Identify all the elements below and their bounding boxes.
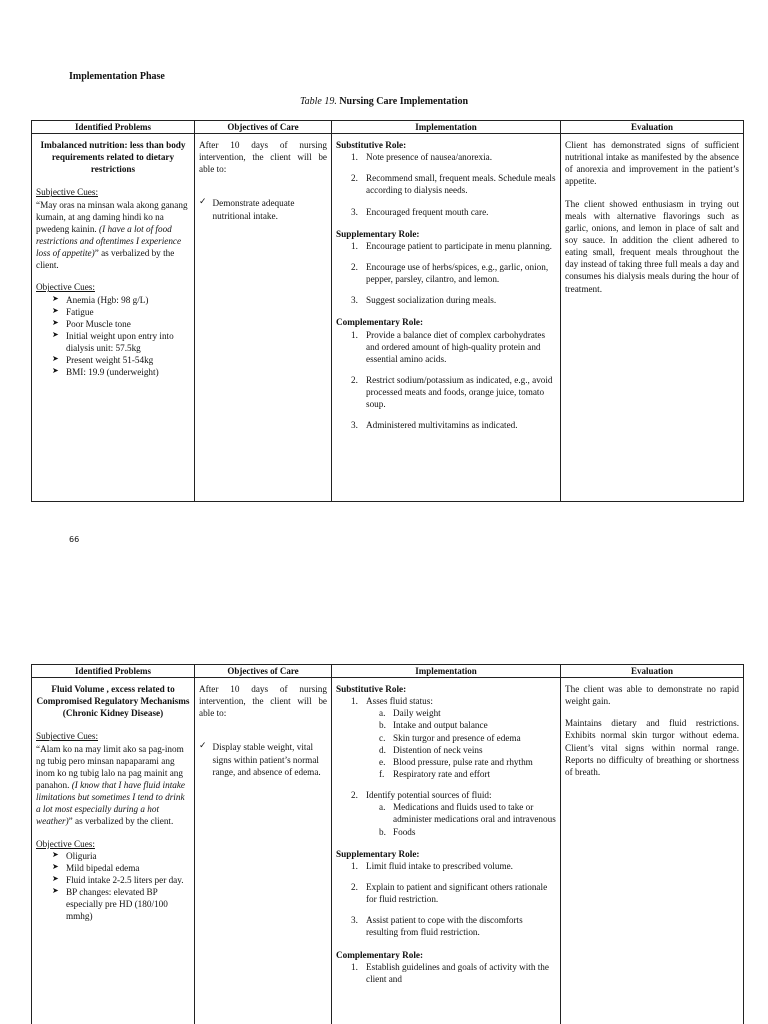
problem-title: Fluid Volume , excess related to Compromised Regulatory Mechanisms (Chronic Kidney Disease)	[36, 684, 190, 719]
intervention-item	[351, 240, 556, 252]
sub-intervention-item	[379, 744, 556, 756]
intervention-number: 3.	[351, 915, 358, 926]
table-header-row	[32, 121, 744, 134]
intervention-text: Administered multivitamins as indicated.	[366, 420, 518, 431]
objective-item	[199, 197, 327, 221]
objective-cue-item: ➤ BMI: 19.9 (underweight)	[52, 366, 190, 378]
header-implementation: Implementation	[332, 665, 561, 678]
sub-intervention-item	[379, 707, 556, 719]
subjective-translation: (I know that I have fluid intake limitations but sometimes I tend to drink a lot most especially during a hot weather)	[36, 779, 186, 827]
objective-intro: After 10 days of nursing intervention, the client will be able to:	[199, 140, 327, 175]
subjective-quote-text: “May oras na minsan wala akong ganang kumain, at ang daming hindi ko na pwedeng kainin.	[36, 199, 188, 234]
intervention-item	[351, 261, 556, 285]
sub-intervention-letter: c.	[379, 732, 386, 743]
care-plan-table-nutrition	[31, 120, 744, 502]
implementation-cell	[332, 678, 561, 1024]
checkmark-icon: ✓	[199, 741, 207, 752]
intervention-number: 2.	[351, 881, 358, 892]
sub-intervention-item	[379, 826, 556, 838]
objective-cue-item: ➤ Anemia (Hgb: 98 g/L)	[52, 294, 190, 306]
objective-cue-item: ➤ Oliguria	[52, 850, 190, 862]
intervention-list	[336, 329, 556, 432]
objective-cue-item: ➤ Initial weight upon entry into dialysis unit: 57.5kg	[52, 330, 190, 354]
objective-text: Demonstrate adequate nutritional intake.	[212, 198, 295, 221]
evaluation-cell	[561, 678, 744, 1024]
sub-intervention-list	[366, 707, 556, 780]
role-label: Substitutive Role:	[336, 684, 407, 694]
sub-intervention-item	[379, 768, 556, 780]
evaluation-cell	[561, 134, 744, 502]
intervention-number: 1.	[351, 961, 358, 972]
intervention-text: Asses fluid status:	[366, 696, 433, 707]
objective-text: Display stable weight, vital signs within patient’s normal range, and absence of edema.	[212, 742, 321, 777]
evaluation-paragraph: Client has demonstrated signs of sufficient nutritional intake as manifested by the absence of anorexia and improvement in the patient’s appetite.	[565, 140, 739, 187]
intervention-text: Identify potential sources of fluid:	[366, 790, 492, 801]
intervention-item	[351, 151, 556, 163]
subjective-suffix: ” as verbalized by the client.	[36, 248, 175, 271]
intervention-text: Assist patient to cope with the discomforts resulting from fluid restriction.	[366, 915, 523, 938]
subjective-translation: (I have a lot of food restrictions and oftentimes I experience loss of appetite)	[36, 223, 182, 259]
intervention-number: 2.	[351, 374, 358, 385]
objective-item	[199, 741, 327, 777]
sub-intervention-letter: b.	[379, 826, 386, 837]
intervention-item	[351, 374, 556, 410]
objective-cues-list	[36, 294, 190, 379]
sub-intervention-text: Skin turgor and presence of edema	[393, 732, 521, 743]
sub-intervention-text: Blood pressure, pulse rate and rhythm	[393, 756, 533, 767]
table-row	[32, 678, 744, 1024]
intervention-number: 1.	[351, 152, 358, 163]
evaluation-paragraph: Maintains dietary and fluid restrictions. Exhibits normal skin turgor without edema. Client’s vital signs within normal range. Reports no difficulty of breathing or shortness of breath.	[565, 718, 739, 777]
objective-cue-item: ➤ Fatigue	[52, 306, 190, 318]
objective-cue-item: ➤ Fluid intake 2-2.5 liters per day.	[52, 874, 190, 886]
sub-intervention-text: Foods	[393, 826, 416, 837]
sub-intervention-item	[379, 719, 556, 731]
subjective-quote	[36, 199, 190, 272]
intervention-number: 2.	[351, 790, 358, 801]
intervention-text: Explain to patient and significant others rationale for fluid restriction.	[366, 881, 548, 905]
sub-intervention-text: Daily weight	[393, 708, 441, 719]
intervention-text: Restrict sodium/potassium as indicated, e.g., avoid processed meats and foods, orange juice, tomato soup.	[366, 374, 553, 410]
role-label: Complementary Role:	[336, 317, 424, 328]
care-plan-table-fluid	[31, 664, 744, 1024]
role-label: Supplementary Role:	[336, 228, 420, 239]
intervention-text: Suggest socialization during meals.	[366, 295, 497, 306]
sub-intervention-letter: a.	[379, 802, 386, 813]
intervention-item	[351, 789, 556, 838]
intervention-text: Limit fluid intake to prescribed volume.	[366, 860, 513, 871]
intervention-item	[351, 172, 556, 196]
intervention-item	[351, 294, 556, 306]
subjective-cues-label: Subjective Cues:	[36, 187, 99, 198]
intervention-text: Note presence of nausea/anorexia.	[366, 152, 493, 163]
sub-intervention-letter: b.	[379, 720, 386, 731]
header-objectives: Objectives of Care	[195, 665, 332, 678]
section-heading: Implementation Phase	[69, 71, 165, 82]
sub-intervention-letter: a.	[379, 708, 386, 719]
intervention-number: 3.	[351, 420, 358, 431]
intervention-list	[336, 860, 556, 939]
intervention-number: 1.	[351, 240, 358, 251]
intervention-item	[351, 961, 556, 985]
sub-intervention-letter: d.	[379, 744, 386, 755]
header-implementation: Implementation	[332, 121, 561, 134]
evaluation-paragraph: The client was able to demonstrate no rapid weight gain.	[565, 684, 739, 707]
sub-intervention-letter: f.	[379, 768, 385, 779]
table-header-row	[32, 665, 744, 678]
objectives-cell	[195, 678, 332, 1024]
sub-intervention-text: Respiratory rate and effort	[393, 768, 491, 779]
header-identified-problems: Identified Problems	[32, 121, 195, 134]
intervention-list	[336, 240, 556, 307]
problems-cell	[32, 134, 195, 502]
table-number: Table 19.	[299, 96, 337, 107]
table-caption	[0, 95, 768, 108]
sub-intervention-text: Medications and fluids used to take or administer medications oral and intravenous	[393, 802, 556, 825]
role-label: Complementary Role:	[336, 949, 424, 960]
intervention-number: 3.	[351, 206, 358, 217]
table-title: Nursing Care Implementation	[336, 96, 469, 107]
subjective-suffix: ” as verbalized by the client.	[68, 816, 174, 827]
sub-intervention-item	[379, 756, 556, 768]
evaluation-paragraph: The client showed enthusiasm in trying out meals with alternative flavorings such as garlic, onions, and lemon in place of salt and soy sauce. In addition the client adhered to eating small, frequent meals throughout the day instead of taking three full meals a day and consumes his dialysis meals during the hour of treatment.	[565, 198, 739, 294]
intervention-item	[351, 206, 556, 218]
table-row	[32, 134, 744, 502]
subjective-quote-text: “Alam ko na may limit ako sa pag-inom ng tubig pero minsan napaparami ang inom ko ng tubig lalo na pag mainit ang panahon.	[36, 743, 184, 790]
intervention-number: 2.	[351, 173, 358, 184]
intervention-item	[351, 329, 556, 365]
header-identified-problems: Identified Problems	[32, 665, 195, 678]
intervention-text: Encourage use of herbs/spices, e.g., garlic, onion, pepper, parsley, cilantro, and lemon.	[366, 261, 549, 285]
sub-intervention-text: Distention of neck veins	[393, 744, 483, 755]
objective-intro: After 10 days of nursing intervention, the client will be able to:	[199, 684, 327, 719]
objective-cue-item: ➤ BP changes: elevated BP especially pre HD (180/100 mmhg)	[52, 886, 190, 922]
implementation-cell	[332, 134, 561, 502]
header-objectives: Objectives of Care	[195, 121, 332, 134]
sub-intervention-text: Intake and output balance	[393, 720, 488, 731]
intervention-list	[336, 961, 556, 985]
intervention-item	[351, 695, 556, 780]
intervention-number: 1.	[351, 329, 358, 340]
intervention-list	[336, 695, 556, 838]
header-evaluation: Evaluation	[561, 665, 744, 678]
role-label: Supplementary Role:	[336, 848, 420, 859]
role-label: Substitutive Role:	[336, 140, 407, 150]
page-number: 66	[69, 535, 80, 544]
objective-cues-list	[36, 850, 190, 923]
sub-intervention-item	[379, 732, 556, 744]
intervention-number: 2.	[351, 261, 358, 272]
sub-intervention-letter: e.	[379, 756, 386, 767]
problem-title: Imbalanced nutrition: less than body requirements related to dietary restrictions	[40, 140, 186, 175]
intervention-list	[336, 151, 556, 218]
intervention-number: 1.	[351, 696, 358, 707]
subjective-cues-label: Subjective Cues:	[36, 731, 99, 742]
intervention-number: 3.	[351, 295, 358, 306]
intervention-number: 1.	[351, 860, 358, 871]
intervention-item	[351, 914, 556, 938]
objective-cue-item: ➤ Present weight 51-54kg	[52, 354, 190, 366]
intervention-item	[351, 860, 556, 872]
subjective-quote	[36, 743, 190, 828]
intervention-text: Recommend small, frequent meals. Schedule meals according to dialysis needs.	[366, 173, 556, 196]
sub-intervention-item	[379, 801, 556, 825]
checkmark-icon: ✓	[199, 197, 207, 208]
objectives-cell	[195, 134, 332, 502]
objective-cue-item: ➤ Poor Muscle tone	[52, 318, 190, 330]
objective-cues-label: Objective Cues:	[36, 838, 95, 849]
header-evaluation: Evaluation	[561, 121, 744, 134]
intervention-text: Encourage patient to participate in menu planning.	[366, 240, 552, 251]
intervention-item	[351, 881, 556, 905]
objective-cue-item: ➤ Mild bipedal edema	[52, 862, 190, 874]
intervention-item	[351, 419, 556, 431]
intervention-text: Establish guidelines and goals of activity with the client and	[366, 961, 549, 984]
problems-cell	[32, 678, 195, 1024]
sub-intervention-list	[366, 801, 556, 837]
intervention-text: Encouraged frequent mouth care.	[366, 206, 489, 217]
intervention-text: Provide a balance diet of complex carbohydrates and ordered amount of high-quality protein and essential amino acids.	[366, 329, 546, 364]
objective-cues-label: Objective Cues:	[36, 282, 95, 293]
